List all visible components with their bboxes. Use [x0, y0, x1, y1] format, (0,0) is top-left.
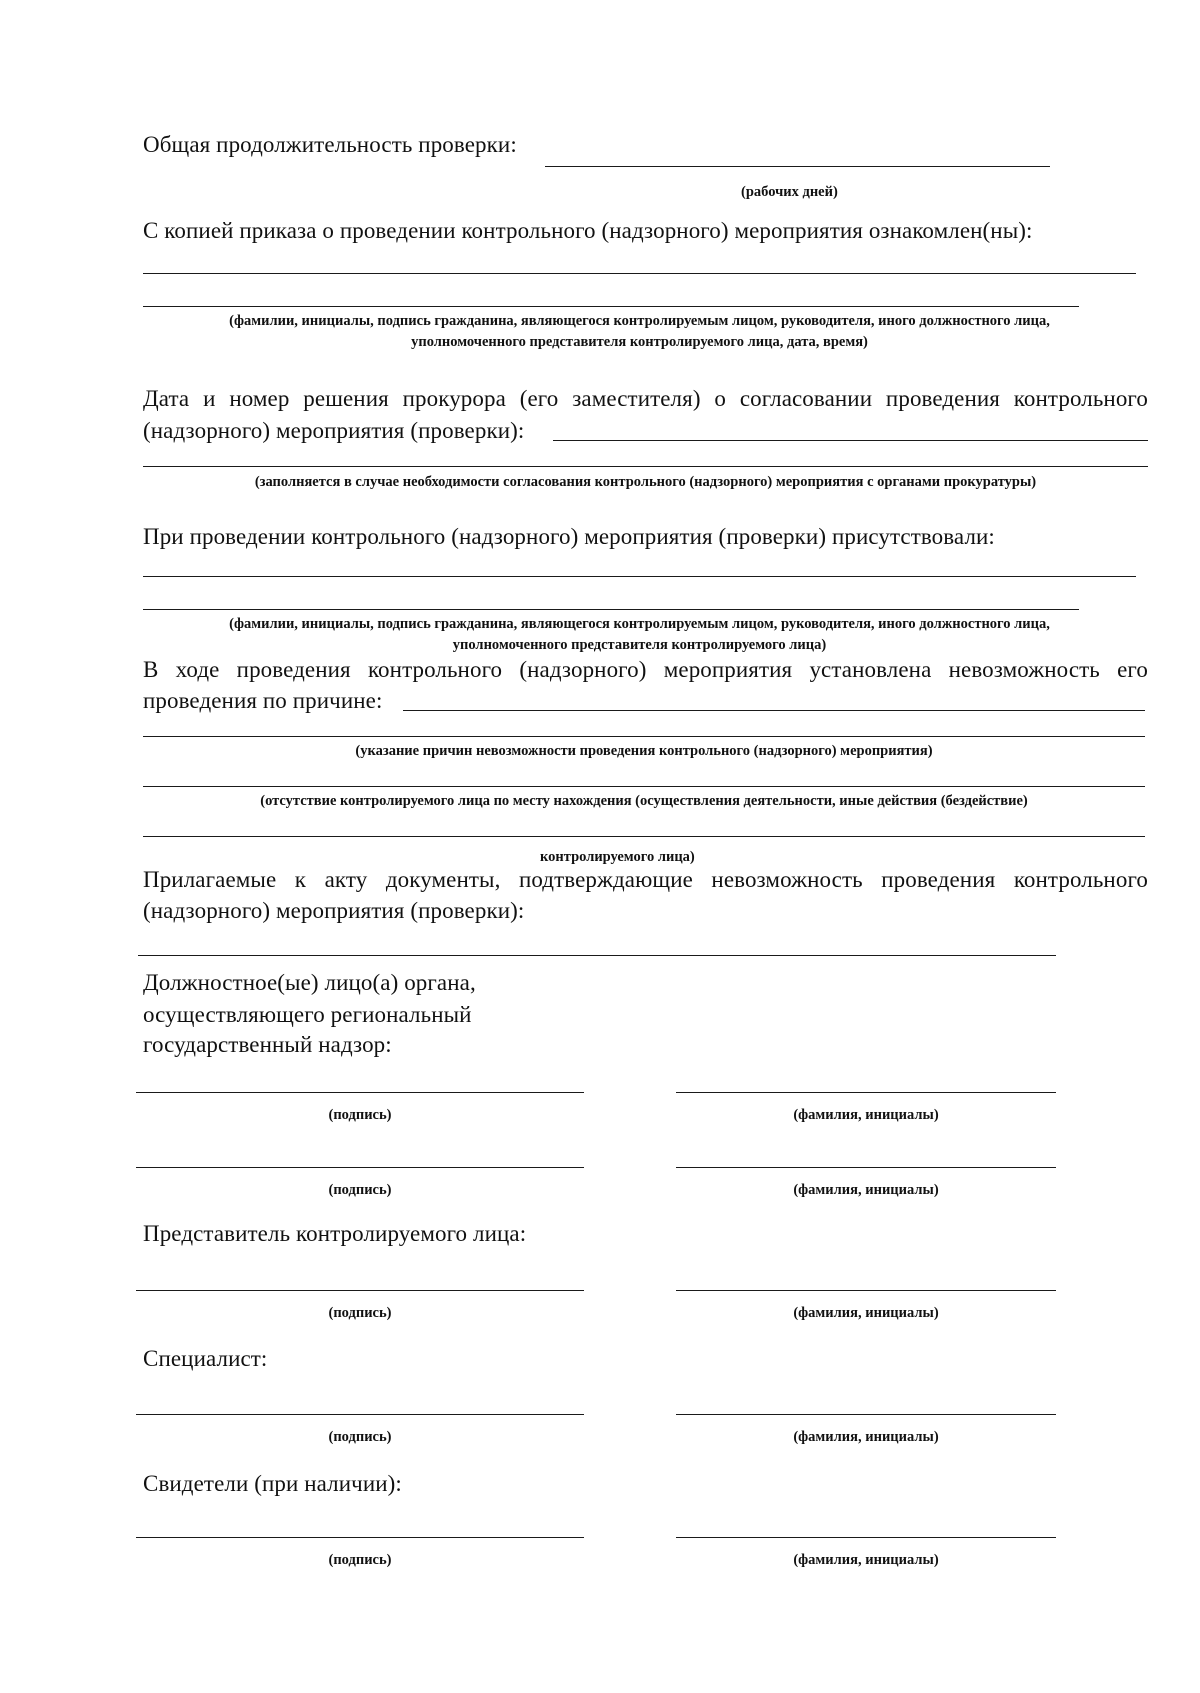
order-copy-field-line-2[interactable] [143, 306, 1079, 307]
prosecutor-field-line-2[interactable] [143, 466, 1148, 467]
duration-field-line[interactable] [545, 166, 1050, 167]
impossibility-note2: (отсутствие контролируемого лица по месту нахождения (осуществления деятельности, иные действия (бездействие) [260, 793, 1028, 809]
prosecutor-note: (заполняется в случае необходимости согласования контрольного (надзорного) мероприятия с органами прокуратуры) [254, 474, 1037, 490]
representative-name-note: (фамилия, инициалы) [793, 1305, 939, 1321]
impossibility-field-line-3[interactable] [143, 786, 1145, 787]
specialist-label: Специалист: [143, 1346, 268, 1371]
specialist-signature-note: (подпись) [328, 1429, 392, 1445]
witnesses-signature-note: (подпись) [328, 1552, 392, 1568]
attendees-field-line-2[interactable] [143, 609, 1079, 610]
impossibility-line2: проведения по причине: [143, 688, 383, 713]
official2-name-line[interactable] [676, 1167, 1056, 1168]
attachments-line2: (надзорного) мероприятия (проверки): [143, 898, 525, 923]
order-copy-note-line2: уполномоченного представителя контролируемого лица, дата, время) [411, 334, 868, 350]
impossibility-field-line-4[interactable] [143, 836, 1145, 837]
official1-name-line[interactable] [676, 1092, 1056, 1093]
witnesses-name-line[interactable] [676, 1537, 1056, 1538]
attendees-note-line1: (фамилии, инициалы, подпись гражданина, являющегося контролируемым лицом, руководителя, иного должностного лица, [229, 616, 1050, 632]
prosecutor-line1: Дата и номер решения прокурора (его заместителя) о согласовании проведения контрольного [143, 386, 1148, 411]
representative-name-line[interactable] [676, 1290, 1056, 1291]
specialist-name-note: (фамилия, инициалы) [793, 1429, 939, 1445]
officials-line2: осуществляющего региональный [143, 1002, 472, 1027]
representative-signature-line[interactable] [136, 1290, 584, 1291]
official2-signature-line[interactable] [136, 1167, 584, 1168]
officials-line3: государственный надзор: [143, 1032, 392, 1057]
attendees-label: При проведении контрольного (надзорного) мероприятия (проверки) присутствовали: [143, 524, 995, 549]
representative-signature-note: (подпись) [328, 1305, 392, 1321]
prosecutor-line2: (надзорного) мероприятия (проверки): [143, 418, 525, 443]
official1-signature-line[interactable] [136, 1092, 584, 1093]
officials-line1: Должностное(ые) лицо(а) органа, [143, 970, 476, 995]
official2-signature-note: (подпись) [328, 1182, 392, 1198]
order-copy-label: С копией приказа о проведении контрольного (надзорного) мероприятия ознакомлен(ны): [143, 218, 1033, 243]
impossibility-note1: (указание причин невозможности проведения контрольного (надзорного) мероприятия) [355, 743, 933, 759]
impossibility-field-line-2[interactable] [143, 736, 1145, 737]
witnesses-signature-line[interactable] [136, 1537, 584, 1538]
impossibility-note3: контролируемого лица) [540, 849, 695, 865]
witnesses-label: Свидетели (при наличии): [143, 1471, 402, 1496]
attachments-line1: Прилагаемые к акту документы, подтверждающие невозможность проведения контрольного [143, 867, 1148, 892]
duration-label: Общая продолжительность проверки: [143, 132, 517, 157]
official1-signature-note: (подпись) [328, 1107, 392, 1123]
impossibility-line1: В ходе проведения контрольного (надзорного) мероприятия установлена невозможность его [143, 657, 1148, 682]
attendees-field-line-1[interactable] [143, 576, 1136, 577]
witnesses-name-note: (фамилия, инициалы) [793, 1552, 939, 1568]
impossibility-field-line-1[interactable] [403, 710, 1145, 711]
representative-label: Представитель контролируемого лица: [143, 1221, 527, 1246]
prosecutor-field-line-1[interactable] [553, 440, 1148, 441]
official1-name-note: (фамилия, инициалы) [793, 1107, 939, 1123]
order-copy-field-line-1[interactable] [143, 273, 1136, 274]
duration-note: (рабочих дней) [741, 184, 838, 200]
attendees-note-line2: уполномоченного представителя контролируемого лица) [452, 637, 827, 653]
official2-name-note: (фамилия, инициалы) [793, 1182, 939, 1198]
specialist-signature-line[interactable] [136, 1414, 584, 1415]
order-copy-note-line1: (фамилии, инициалы, подпись гражданина, являющегося контролируемым лицом, руководителя, иного должностного лица, [229, 313, 1050, 329]
attachments-field-line[interactable] [138, 955, 1056, 956]
specialist-name-line[interactable] [676, 1414, 1056, 1415]
